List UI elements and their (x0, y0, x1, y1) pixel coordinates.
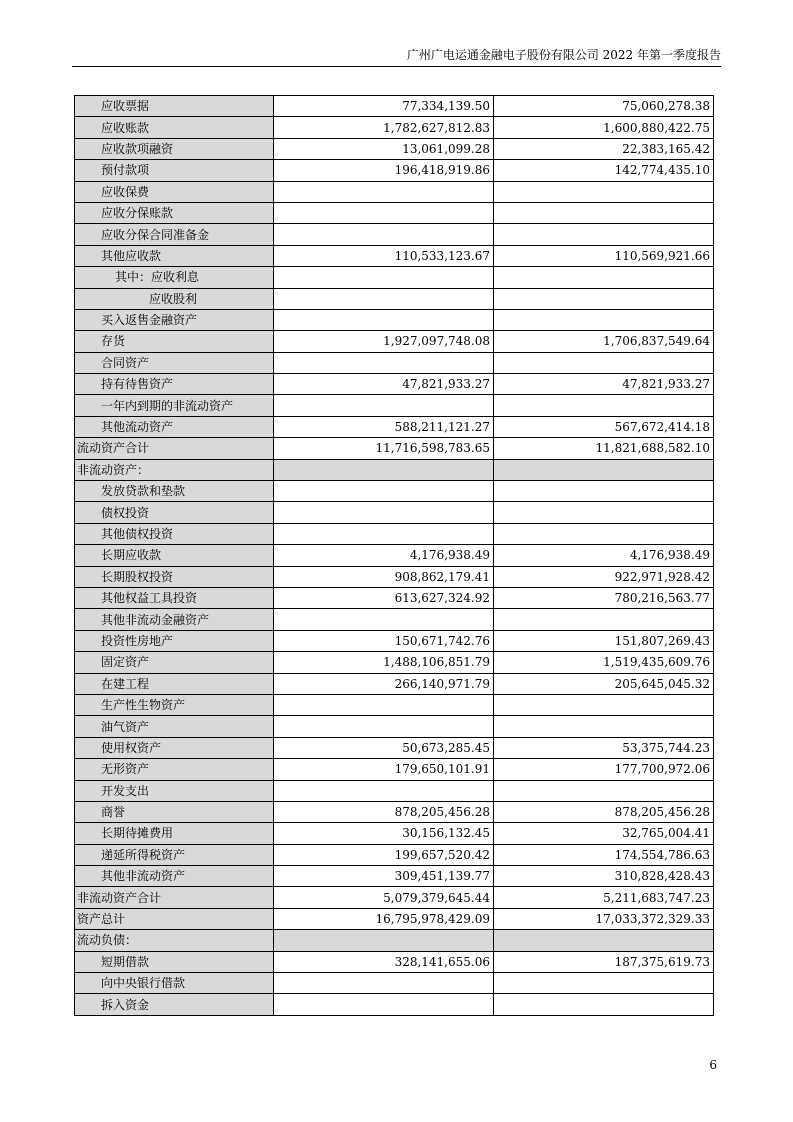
table-row (75, 481, 714, 502)
current-period-value (274, 716, 494, 737)
prior-period-value (494, 352, 714, 373)
current-period-value (274, 481, 494, 502)
current-period-value (274, 309, 494, 330)
prior-period-value (494, 694, 714, 715)
current-period-value: 199,657,520.42 (274, 844, 494, 865)
row-label: 其中：应收利息 (75, 267, 274, 288)
row-label: 应收票据 (75, 96, 274, 117)
current-period-value: 588,211,121.27 (274, 416, 494, 437)
prior-period-value (494, 994, 714, 1015)
row-label: 其他非流动资产 (75, 866, 274, 887)
table-row (75, 652, 714, 673)
prior-period-value (494, 502, 714, 523)
prior-period-value: 205,645,045.32 (494, 673, 714, 694)
table-row (75, 609, 714, 630)
current-period-value: 110,533,123.67 (274, 245, 494, 266)
current-period-value: 1,488,106,851.79 (274, 652, 494, 673)
table-row (75, 823, 714, 844)
table-row (75, 502, 714, 523)
prior-period-value (494, 288, 714, 309)
row-label: 其他非流动金融资产 (75, 609, 274, 630)
row-label: 油气资产 (75, 716, 274, 737)
row-label: 其他流动资产 (75, 416, 274, 437)
current-period-value: 50,673,285.45 (274, 737, 494, 758)
prior-period-value: 174,554,786.63 (494, 844, 714, 865)
current-period-value (274, 780, 494, 801)
prior-period-value (494, 481, 714, 502)
current-period-value (274, 267, 494, 288)
table-row (75, 908, 714, 929)
current-period-value (274, 609, 494, 630)
row-label: 资产总计 (75, 908, 274, 929)
current-period-value: 5,079,379,645.44 (274, 887, 494, 908)
prior-period-value: 1,519,435,609.76 (494, 652, 714, 673)
table-row (75, 737, 714, 758)
table-row (75, 844, 714, 865)
table-row (75, 951, 714, 972)
current-period-value: 328,141,655.06 (274, 951, 494, 972)
current-period-value: 266,140,971.79 (274, 673, 494, 694)
current-period-value: 1,927,097,748.08 (274, 331, 494, 352)
table-row (75, 780, 714, 801)
table-row (75, 416, 714, 437)
page-number: 6 (709, 1058, 717, 1072)
row-label: 固定资产 (75, 652, 274, 673)
table-row (75, 438, 714, 459)
table-row (75, 994, 714, 1015)
row-label: 合同资产 (75, 352, 274, 373)
prior-period-value: 177,700,972.06 (494, 759, 714, 780)
current-period-value: 878,205,456.28 (274, 801, 494, 822)
table-row (75, 374, 714, 395)
balance-sheet-body (75, 96, 714, 1016)
row-label: 向中央银行借款 (75, 973, 274, 994)
table-row (75, 694, 714, 715)
table-row (75, 587, 714, 608)
current-period-value (274, 694, 494, 715)
row-label: 生产性生物资产 (75, 694, 274, 715)
header-divider (72, 66, 721, 67)
current-period-value (274, 502, 494, 523)
prior-period-value: 5,211,683,747.23 (494, 887, 714, 908)
row-label: 拆入资金 (75, 994, 274, 1015)
current-period-value (274, 288, 494, 309)
row-label: 非流动资产合计 (75, 887, 274, 908)
current-period-value (274, 352, 494, 373)
table-row (75, 245, 714, 266)
row-label: 应收账款 (75, 117, 274, 138)
current-period-value (274, 973, 494, 994)
row-label: 应收分保合同准备金 (75, 224, 274, 245)
row-label: 买入返售金融资产 (75, 309, 274, 330)
report-header: 广州广电运通金融电子股份有限公司 2022 年第一季度报告 (406, 48, 721, 62)
table-row (75, 267, 714, 288)
prior-period-value: 922,971,928.42 (494, 566, 714, 587)
table-row (75, 866, 714, 887)
prior-period-value (494, 780, 714, 801)
prior-period-value: 17,033,372,329.33 (494, 908, 714, 929)
prior-period-value: 878,205,456.28 (494, 801, 714, 822)
current-period-value: 30,156,132.45 (274, 823, 494, 844)
prior-period-value (494, 609, 714, 630)
table-row (75, 224, 714, 245)
current-period-value (274, 224, 494, 245)
table-row (75, 352, 714, 373)
row-label: 递延所得税资产 (75, 844, 274, 865)
current-period-value (274, 181, 494, 202)
prior-period-value (494, 224, 714, 245)
row-label: 流动负债： (75, 930, 274, 951)
prior-period-value: 53,375,744.23 (494, 737, 714, 758)
row-label: 投资性房地产 (75, 630, 274, 651)
row-label: 开发支出 (75, 780, 274, 801)
table-row (75, 973, 714, 994)
current-period-value: 11,716,598,783.65 (274, 438, 494, 459)
current-period-value: 47,821,933.27 (274, 374, 494, 395)
current-period-value: 309,451,139.77 (274, 866, 494, 887)
prior-period-value (494, 395, 714, 416)
prior-period-value: 142,774,435.10 (494, 160, 714, 181)
table-row (75, 288, 714, 309)
prior-period-value: 1,706,837,549.64 (494, 331, 714, 352)
current-period-value (274, 930, 494, 951)
current-period-value: 908,862,179.41 (274, 566, 494, 587)
table-row (75, 887, 714, 908)
row-label: 一年内到期的非流动资产 (75, 395, 274, 416)
row-label: 预付款项 (75, 160, 274, 181)
row-label: 其他债权投资 (75, 523, 274, 544)
row-label: 长期股权投资 (75, 566, 274, 587)
table-row (75, 566, 714, 587)
table-row (75, 202, 714, 223)
prior-period-value (494, 716, 714, 737)
prior-period-value (494, 309, 714, 330)
table-row (75, 138, 714, 159)
current-period-value (274, 523, 494, 544)
current-period-value (274, 202, 494, 223)
table-row (75, 523, 714, 544)
prior-period-value: 4,176,938.49 (494, 545, 714, 566)
row-label: 在建工程 (75, 673, 274, 694)
row-label: 流动资产合计 (75, 438, 274, 459)
table-row (75, 181, 714, 202)
row-label: 存货 (75, 331, 274, 352)
prior-period-value: 567,672,414.18 (494, 416, 714, 437)
prior-period-value (494, 181, 714, 202)
prior-period-value: 110,569,921.66 (494, 245, 714, 266)
table-row (75, 160, 714, 181)
current-period-value: 16,795,978,429.09 (274, 908, 494, 929)
row-label: 其他权益工具投资 (75, 587, 274, 608)
prior-period-value: 75,060,278.38 (494, 96, 714, 117)
row-label: 其他应收款 (75, 245, 274, 266)
current-period-value: 150,671,742.76 (274, 630, 494, 651)
prior-period-value (494, 973, 714, 994)
prior-period-value: 780,216,563.77 (494, 587, 714, 608)
table-row (75, 96, 714, 117)
current-period-value: 77,334,139.50 (274, 96, 494, 117)
current-period-value (274, 395, 494, 416)
row-label: 应收款项融资 (75, 138, 274, 159)
row-label: 非流动资产： (75, 459, 274, 480)
prior-period-value: 310,828,428.43 (494, 866, 714, 887)
prior-period-value (494, 267, 714, 288)
table-row (75, 459, 714, 480)
current-period-value: 613,627,324.92 (274, 587, 494, 608)
prior-period-value (494, 930, 714, 951)
prior-period-value: 32,765,004.41 (494, 823, 714, 844)
table-row (75, 930, 714, 951)
row-label: 长期应收款 (75, 545, 274, 566)
row-label: 应收股利 (75, 288, 274, 309)
current-period-value (274, 459, 494, 480)
table-row (75, 395, 714, 416)
balance-sheet-table (74, 95, 714, 1016)
row-label: 使用权资产 (75, 737, 274, 758)
table-row (75, 801, 714, 822)
row-label: 短期借款 (75, 951, 274, 972)
table-row (75, 117, 714, 138)
prior-period-value: 11,821,688,582.10 (494, 438, 714, 459)
row-label: 持有待售资产 (75, 374, 274, 395)
row-label: 发放贷款和垫款 (75, 481, 274, 502)
table-row (75, 545, 714, 566)
prior-period-value (494, 523, 714, 544)
row-label: 商誉 (75, 801, 274, 822)
prior-period-value: 47,821,933.27 (494, 374, 714, 395)
current-period-value: 13,061,099.28 (274, 138, 494, 159)
table-row (75, 716, 714, 737)
prior-period-value: 1,600,880,422.75 (494, 117, 714, 138)
table-row (75, 630, 714, 651)
prior-period-value (494, 459, 714, 480)
current-period-value: 4,176,938.49 (274, 545, 494, 566)
table-row (75, 673, 714, 694)
current-period-value (274, 994, 494, 1015)
prior-period-value: 151,807,269.43 (494, 630, 714, 651)
row-label: 债权投资 (75, 502, 274, 523)
row-label: 无形资产 (75, 759, 274, 780)
row-label: 应收保费 (75, 181, 274, 202)
table-row (75, 759, 714, 780)
row-label: 长期待摊费用 (75, 823, 274, 844)
table-row (75, 309, 714, 330)
prior-period-value: 22,383,165.42 (494, 138, 714, 159)
current-period-value: 1,782,627,812.83 (274, 117, 494, 138)
row-label: 应收分保账款 (75, 202, 274, 223)
table-row (75, 331, 714, 352)
current-period-value: 179,650,101.91 (274, 759, 494, 780)
prior-period-value: 187,375,619.73 (494, 951, 714, 972)
prior-period-value (494, 202, 714, 223)
current-period-value: 196,418,919.86 (274, 160, 494, 181)
